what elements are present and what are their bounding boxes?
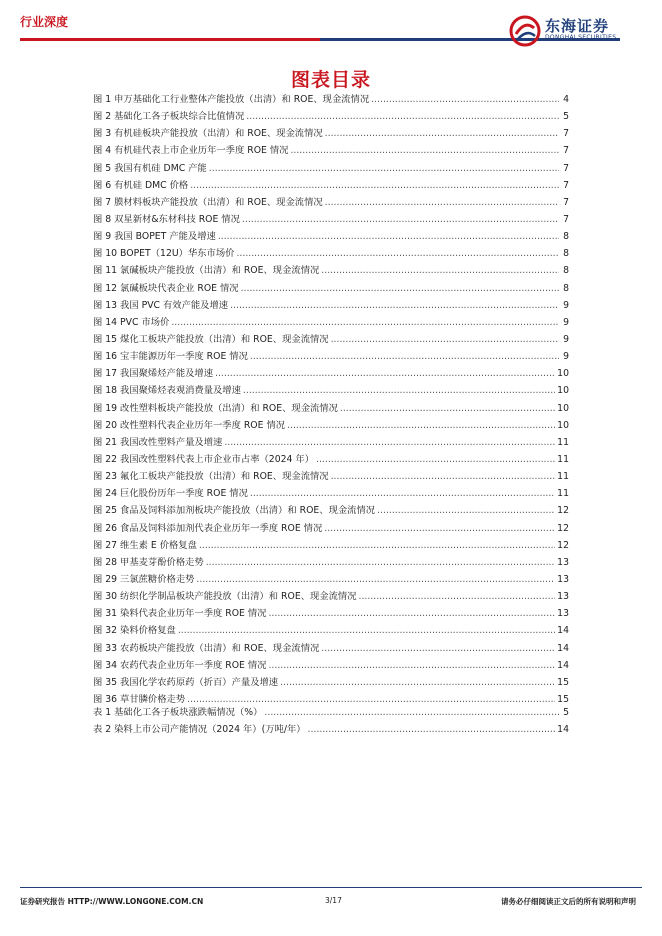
- toc-leader-dots: [171, 314, 559, 331]
- toc-entry[interactable]: [93, 245, 569, 262]
- toc-entry-label: 图 14 PVC 市场价: [93, 316, 170, 328]
- toc-entry-page: 5: [563, 707, 569, 718]
- toc-title: 图表目录: [290, 69, 371, 91]
- toc-leader-dots: [280, 674, 555, 691]
- toc-entry-page: 10: [557, 419, 569, 431]
- toc-leader-dots: [242, 211, 559, 228]
- toc-leader-dots: [268, 605, 555, 622]
- toc-entry[interactable]: [93, 348, 569, 365]
- toc-entry-label: 图 30 纺织化学制品板块产能投放（出清）和 ROE、现金流情况: [93, 591, 357, 603]
- toc-entry[interactable]: [93, 704, 569, 721]
- toc-entry-label: 图 11 氯碱板块产能投放（出清）和 ROE、现金流情况: [93, 265, 320, 277]
- toc-entry-label: 图 16 宝丰能源历年一季度 ROE 情况: [93, 351, 248, 363]
- toc-entry-page: 5: [563, 111, 569, 123]
- toc-entry-label: 图 4 有机硅代表上市企业历年一季度 ROE 情况: [93, 145, 289, 157]
- toc-entry-page: 8: [563, 248, 569, 260]
- toc-entry-label: 图 24 巨化股份历年一季度 ROE 情况: [93, 488, 248, 500]
- toc-entry-label: 图 17 我国聚烯烃产能及增速: [93, 368, 214, 380]
- toc-entry[interactable]: [93, 297, 569, 314]
- toc-entry-page: 15: [557, 676, 569, 688]
- toc-entry[interactable]: [93, 605, 569, 622]
- toc-entry-label: 图 18 我国聚烯烃表观消费量及增速: [93, 385, 241, 397]
- toc-entry-page: 7: [563, 179, 569, 191]
- toc-leader-dots: [241, 280, 559, 297]
- toc-entry-page: 7: [563, 145, 569, 157]
- toc-entry-label: 图 13 我国 PVC 有效产能及增速: [93, 299, 229, 311]
- toc-leader-dots: [377, 502, 555, 519]
- toc-leader-dots: [190, 177, 559, 194]
- toc-leader-dots: [358, 588, 555, 605]
- logo-text-en: DONGHAI SECURITIES: [545, 34, 617, 41]
- toc-leader-dots: [331, 468, 556, 485]
- toc-entry-label: 图 35 我国化学农药原药（折百）产量及增速: [93, 676, 279, 688]
- logo-mark-icon: [508, 14, 542, 48]
- toc-entry-page: 7: [563, 196, 569, 208]
- toc-entry-page: 11: [557, 488, 569, 500]
- toc-leader-dots: [324, 520, 555, 537]
- toc-entry-label: 图 9 我国 BOPET 产能及增速: [93, 231, 216, 243]
- toc-leader-dots: [250, 348, 559, 365]
- toc-leader-dots: [264, 704, 559, 721]
- toc-leader-dots: [287, 417, 555, 434]
- toc-entry-page: 10: [557, 402, 569, 414]
- footer-disclaimer: 请务必仔细阅读正文后的所有说明和声明: [501, 897, 636, 906]
- toc-entry-page: 13: [557, 573, 569, 585]
- toc-leader-dots: [340, 400, 555, 417]
- toc-entry-page: 12: [557, 505, 569, 517]
- toc-entry[interactable]: [93, 622, 569, 639]
- toc-entry-page: 13: [557, 591, 569, 603]
- toc-leader-dots: [290, 142, 559, 159]
- toc-entry-label: 表 1 基础化工各子板块涨跌幅情况（%）: [93, 707, 263, 718]
- toc-entry[interactable]: [93, 160, 569, 177]
- toc-entry-label: 图 31 染料代表企业历年一季度 ROE 情况: [93, 608, 267, 620]
- toc-leader-dots: [268, 657, 555, 674]
- toc-entry[interactable]: [93, 194, 569, 211]
- toc-entry[interactable]: [93, 640, 569, 657]
- toc-entry[interactable]: [93, 382, 569, 399]
- toc-entry-page: 12: [557, 522, 569, 534]
- toc-entry[interactable]: [93, 125, 569, 142]
- toc-entry-label: 图 3 有机硅板块产能投放（出清）和 ROE、现金流情况: [93, 128, 323, 140]
- toc-entry-page: 9: [563, 351, 569, 363]
- toc-entry-page: 14: [557, 724, 569, 736]
- toc-entry[interactable]: [93, 262, 569, 279]
- toc-entry[interactable]: [93, 674, 569, 691]
- toc-leader-dots: [196, 571, 555, 588]
- company-logo: [508, 14, 626, 48]
- toc-leader-dots: [218, 228, 559, 245]
- toc-entry[interactable]: [93, 485, 569, 502]
- figure-list: [93, 91, 569, 708]
- toc-leader-dots: [224, 434, 555, 451]
- logo-text-cn: 东海证券: [545, 17, 610, 35]
- toc-entry-page: 7: [563, 162, 569, 174]
- toc-entry-label: 图 5 我国有机硅 DMC 产能: [93, 162, 207, 174]
- toc-entry[interactable]: [93, 365, 569, 382]
- toc-entry-page: 12: [557, 539, 569, 551]
- toc-entry[interactable]: [93, 142, 569, 159]
- toc-entry[interactable]: [93, 280, 569, 297]
- toc-entry[interactable]: [93, 417, 569, 434]
- toc-entry[interactable]: [93, 554, 569, 571]
- toc-entry-page: 13: [557, 608, 569, 620]
- toc-entry-page: 14: [557, 642, 569, 654]
- toc-entry[interactable]: [93, 331, 569, 348]
- footer-website[interactable]: 证券研究报告 HTTP://WWW.LONGONE.COM.CN: [20, 897, 204, 906]
- toc-entry-label: 图 25 食品及饲料添加剂板块产能投放（出清）和 ROE、现金流情况: [93, 505, 376, 517]
- toc-entry-label: 图 33 农药板块产能投放（出清）和 ROE、现金流情况: [93, 642, 320, 654]
- toc-entry[interactable]: [93, 211, 569, 228]
- toc-entry-label: 图 34 农药代表企业历年一季度 ROE 情况: [93, 659, 267, 671]
- toc-entry[interactable]: [93, 571, 569, 588]
- toc-entry-page: 13: [557, 556, 569, 568]
- toc-entry-label: 图 2 基础化工各子板块综合比值情况: [93, 111, 245, 123]
- toc-entry-label: 图 20 改性塑料代表企业历年一季度 ROE 情况: [93, 419, 286, 431]
- toc-leader-dots: [178, 622, 555, 639]
- toc-leader-dots: [206, 554, 555, 571]
- toc-entry-label: 图 22 我国改性塑料代表上市企业市占率（2024 年）: [93, 453, 314, 465]
- toc-entry[interactable]: [93, 434, 569, 451]
- toc-entry[interactable]: [93, 657, 569, 674]
- toc-entry[interactable]: [93, 108, 569, 125]
- toc-entry-page: 14: [557, 625, 569, 637]
- toc-entry-label: 图 23 氟化工板块产能投放（出清）和 ROE、现金流情况: [93, 471, 329, 483]
- toc-entry[interactable]: [93, 177, 569, 194]
- toc-leader-dots: [246, 108, 559, 125]
- toc-entry[interactable]: [93, 537, 569, 554]
- toc-leader-dots: [250, 485, 555, 502]
- toc-entry-page: 10: [557, 385, 569, 397]
- toc-entry-label: 图 28 甲基麦芽酚价格走势: [93, 556, 204, 568]
- footer-rule: [20, 887, 642, 888]
- toc-entry-page: 9: [563, 299, 569, 311]
- header-tag: 行业深度: [20, 15, 69, 29]
- toc-entry[interactable]: [93, 721, 569, 738]
- toc-leader-dots: [308, 721, 556, 738]
- toc-entry-page: 8: [563, 231, 569, 243]
- toc-entry[interactable]: [93, 91, 569, 108]
- toc-entry[interactable]: [93, 451, 569, 468]
- toc-entry-page: 10: [557, 368, 569, 380]
- toc-entry[interactable]: [93, 520, 569, 537]
- toc-entry-page: 4: [563, 94, 569, 105]
- toc-entry[interactable]: [93, 400, 569, 417]
- toc-entry-page: 11: [557, 436, 569, 448]
- toc-leader-dots: [325, 194, 559, 211]
- toc-entry-label: 图 21 我国改性塑料产量及增速: [93, 436, 223, 448]
- toc-leader-dots: [371, 91, 559, 108]
- toc-entry[interactable]: [93, 588, 569, 605]
- toc-entry-page: 9: [563, 316, 569, 328]
- toc-leader-dots: [331, 331, 559, 348]
- toc-entry-page: 8: [563, 265, 569, 277]
- toc-entry[interactable]: [93, 228, 569, 245]
- toc-entry-label: 图 27 维生素 E 价格复盘: [93, 539, 197, 551]
- toc-entry-page: 11: [557, 471, 569, 483]
- toc-leader-dots: [243, 382, 555, 399]
- toc-leader-dots: [209, 160, 559, 177]
- toc-entry-label: 图 15 煤化工板块产能投放（出清）和 ROE、现金流情况: [93, 333, 329, 345]
- toc-entry-page: 7: [563, 128, 569, 140]
- toc-entry-label: 图 8 双星新材&东材科技 ROE 情况: [93, 213, 240, 225]
- toc-leader-dots: [321, 262, 559, 279]
- header-rule-red: [20, 38, 320, 41]
- toc-entry-label: 图 10 BOPET（12U）华东市场价: [93, 248, 235, 260]
- toc-entry-label: 图 19 改性塑料板块产能投放（出清）和 ROE、现金流情况: [93, 402, 338, 414]
- toc-entry-label: 图 12 氯碱板块代表企业 ROE 情况: [93, 282, 239, 294]
- toc-entry[interactable]: [93, 468, 569, 485]
- toc-leader-dots: [199, 537, 555, 554]
- toc-entry[interactable]: [93, 314, 569, 331]
- toc-entry-page: 14: [557, 659, 569, 671]
- toc-entry-label: 表 2 染料上市公司产能情况（2024 年）(万吨/年）: [93, 724, 306, 736]
- toc-leader-dots: [325, 125, 559, 142]
- toc-entry-label: 图 29 三氯蔗糖价格走势: [93, 573, 195, 585]
- toc-entry-label: 图 7 膜材料板块产能投放（出清）和 ROE、现金流情况: [93, 196, 323, 208]
- toc-entry-label: 图 32 染料价格复盘: [93, 625, 176, 637]
- toc-entry[interactable]: [93, 502, 569, 519]
- toc-leader-dots: [230, 297, 559, 314]
- table-list: [93, 704, 569, 738]
- toc-entry-page: 8: [563, 282, 569, 294]
- toc-leader-dots: [236, 245, 559, 262]
- toc-entry-label: 图 36 草甘膦价格走势: [93, 693, 186, 705]
- toc-entry-label: 图 1 申万基础化工行业整体产能投放（出清）和 ROE、现金流情况: [93, 94, 370, 105]
- toc-entry-page: 7: [563, 213, 569, 225]
- toc-entry-label: 图 6 有机硅 DMC 价格: [93, 179, 189, 191]
- toc-leader-dots: [321, 640, 555, 657]
- page-number: 3/17: [325, 896, 342, 905]
- toc-entry-page: 15: [557, 693, 569, 705]
- toc-leader-dots: [316, 451, 555, 468]
- toc-leader-dots: [215, 365, 555, 382]
- toc-entry-page: 9: [563, 333, 569, 345]
- toc-entry-label: 图 26 食品及饲料添加剂代表企业历年一季度 ROE 情况: [93, 522, 323, 534]
- toc-entry-page: 11: [557, 453, 569, 465]
